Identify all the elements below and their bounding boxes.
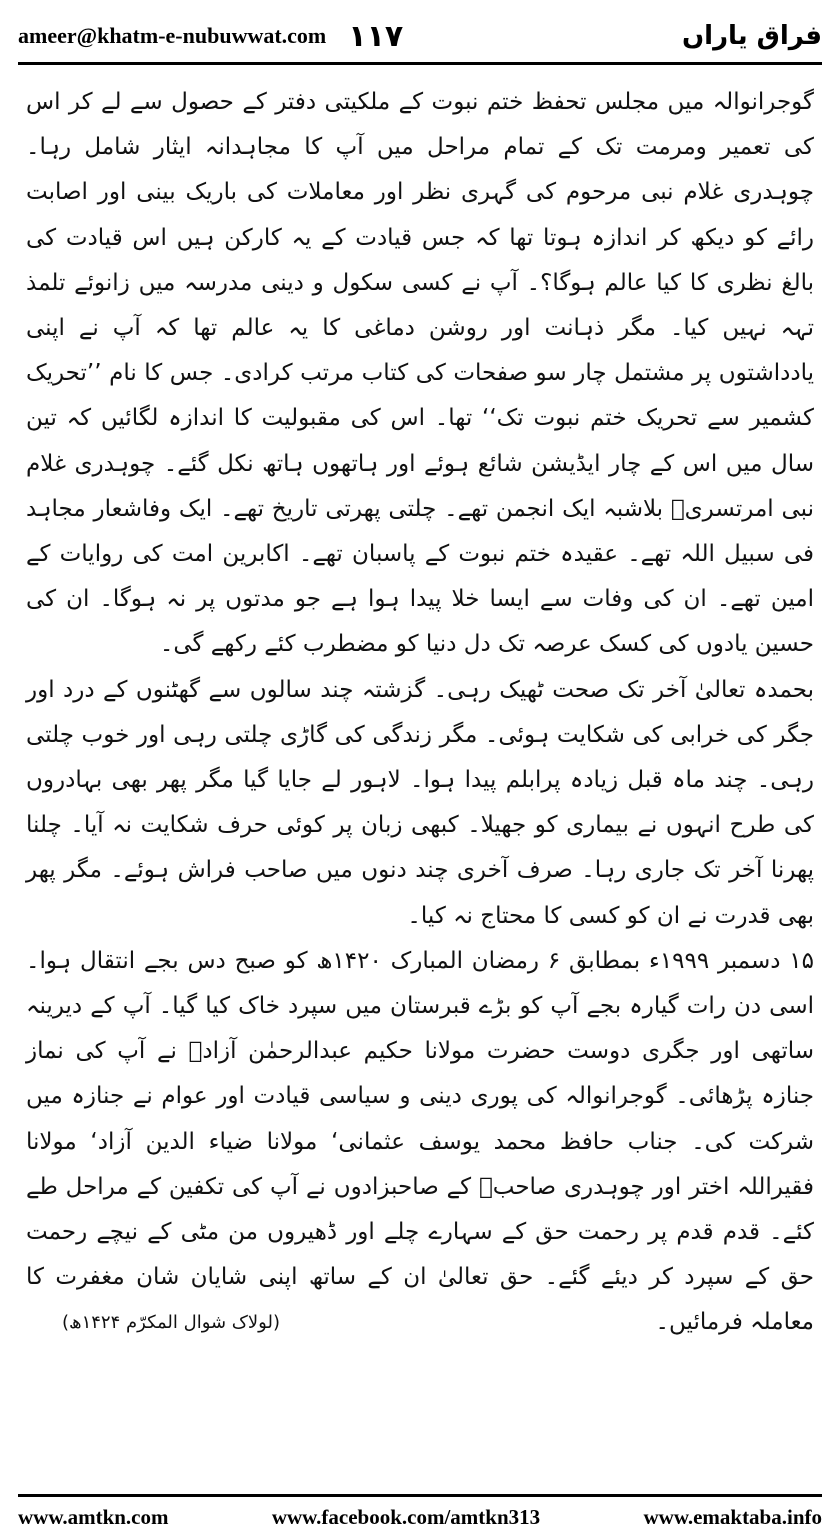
page-header (18, 14, 822, 58)
article-body (26, 80, 814, 1480)
header-left-group (18, 19, 403, 54)
source-citation: (لولاک شوال المکرّم ۱۴۲۴ھ) (62, 1312, 280, 1334)
paragraph-3 (26, 939, 814, 1346)
paragraph-2: بحمدہ تعالیٰ آخر تک صحت ٹھیک رہی۔ گزشتہ چند سالوں سے گھٹنوں کے درد اور جگر کی خرابی کی شکایت ہوئی۔ مگر زندگی کی گاڑی چلتی رہی اور خوب چلتی رہی۔ چند ماہ قبل زیادہ پرابلم پیدا ہوا۔ لاہور لے جایا گیا مگر پھر بھی بہادروں کی طرح انہوں نے بیماری کو جھیلا۔ کبھی زبان پر کوئی حرف شکایت نہ آیا۔ چلنا پھرنا آخر تک جاری رہا۔ صرف آخری چند دنوں میں صاحب فراش ہوئے۔ مگر پھر بھی قدرت نے ان کو کسی کا محتاج نہ کیا۔ (26, 676, 814, 929)
paragraph-1: گوجرانوالہ میں مجلس تحفظ ختم نبوت کے ملکیتی دفتر کے حصول سے لے کر اس کی تعمیر ومرمت تک کے تمام مراحل میں آپ کا مجاہدانہ ایثار شامل رہا۔ چوہدری غلام نبی مرحوم کی گہری نظر اور معاملات کی باریک بینی اور اصابت رائے کو دیکھ کر اندازہ ہوتا تھا کہ جس قیادت کے یہ کارکن ہیں اس قیادت کی بالغ نظری کا کیا عالم ہوگا؟۔ آپ نے کسی سکول و دینی مدرسہ میں زانوئے تلمذ تہہ نہیں کیا۔ مگر ذہانت اور روشن دماغی کا یہ عالم تھا کہ آپ نے اپنی یادداشتوں پر مشتمل چار سو صفحات کی کتاب مرتب کرادی۔ جس کا نام ’’تحریک کشمیر سے تحریک ختم نبوت تک‘‘ تھا۔ اس کی مقبولیت کا اندازہ لگائیں کہ تین سال میں اس کے چار ایڈیشن شائع ہوئے اور ہاتھوں ہاتھ نکل گئے۔ چوہدری غلام نبی امرتسریؒ بلاشبہ ایک انجمن تھے۔ چلتی پھرتی تاریخ تھے۔ ایک وفاشعار مجاہد فی سبیل اللہ تھے۔ عقیدہ ختم نبوت کے پاسبان تھے۔ اکابرین امت کی روایات کے امین تھے۔ ان کی وفات سے ایسا خلا پیدا ہوا ہے جو مدتوں پر نہ ہوگا۔ ان کی حسین یادوں کی کسک عرصہ تک دل دنیا کو مضطرب کئے رکھے گی۔ (26, 89, 814, 658)
footer-divider (18, 1494, 822, 1497)
paragraph-3-text: ۱۵ دسمبر ۱۹۹۹ء بمطابق ۶ رمضان المبارک ۱۴۲۰ھ کو صبح دس بجے انتقال ہوا۔ اسی دن رات گیارہ بجے آپ کو بڑے قبرستان میں سپرد خاک کیا گیا۔ آپ کے دیرینہ ساتھی اور جگری دوست حضرت مولانا حکیم عبدالرحمٰن آزادؒ نے آپ کی نماز جنازہ پڑھائی۔ گوجرانوالہ کی پوری دینی و سیاسی قیادت اور عوام نے جنازہ میں شرکت کی۔ جناب حافظ محمد یوسف عثمانی‘ مولانا ضیاء الدین آزاد‘ مولانا فقیراللہ اختر اور چوہدری صاحبؒ کے صاحبزادوں نے آپ کی تکفین کے مراحل طے کئے۔ قدم قدم پر رحمت حق کے سہارے چلے اور ڈھیروں من مٹی کے نیچے رحمت حق کے سپرد کر دیئے گئے۔ حق تعالیٰ ان کے ساتھ اپنی شایان شان مغفرت کا معاملہ فرمائیں۔ (26, 947, 815, 1336)
book-title: فراق یاراں (681, 21, 822, 51)
page-number: ١١٧ (348, 18, 404, 54)
header-divider (18, 62, 822, 65)
footer-link-amtkn[interactable]: www.amtkn.com (18, 1504, 169, 1529)
page-footer (18, 1500, 822, 1534)
footer-link-facebook[interactable]: www.facebook.com/amtkn313 (271, 1504, 541, 1529)
header-email: ameer@khatm-e-nubuwwat.com (18, 23, 327, 48)
footer-link-emaktaba[interactable]: www.emaktaba.info (643, 1504, 822, 1529)
